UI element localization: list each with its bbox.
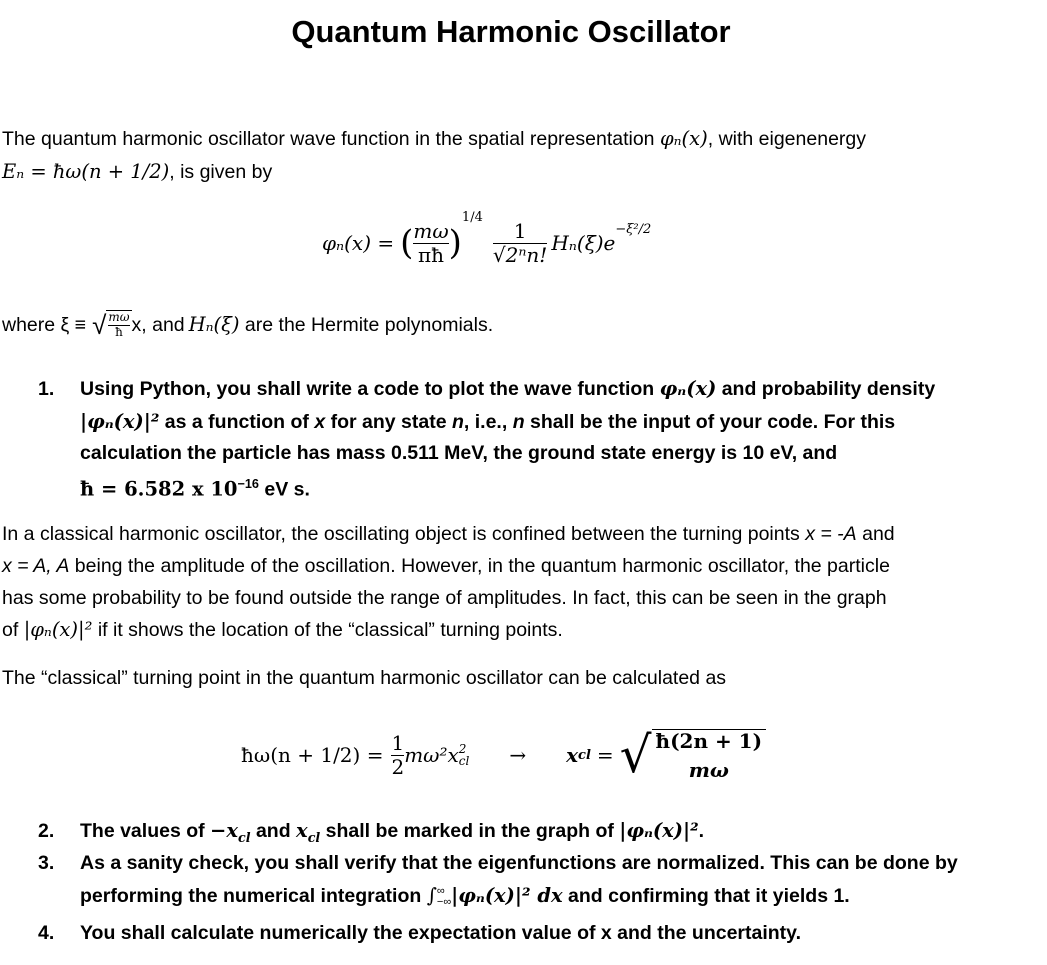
item-4-text: You shall calculate numerically the expectation value of x and the uncertainty. bbox=[80, 922, 801, 944]
eq1-num: mω bbox=[413, 218, 449, 243]
intro-line-1 bbox=[2, 123, 866, 155]
where-tail: are the Hermite polynomials. bbox=[239, 314, 494, 336]
eq1-lhs: φₙ(x) = bbox=[322, 231, 395, 255]
classical-line-2 bbox=[2, 550, 890, 582]
where-lead: where ξ ≡ bbox=[2, 314, 87, 336]
eq1-den: πħ bbox=[413, 243, 448, 267]
intro-tail: , with eigenenergy bbox=[707, 128, 867, 150]
eq2-half-den: 2 bbox=[391, 754, 405, 779]
where-frac-den: ħ bbox=[108, 325, 129, 340]
classical-line-4 bbox=[2, 614, 563, 646]
eq1-hermite: Hₙ(ξ)e bbox=[551, 231, 616, 255]
item-2-b: and bbox=[250, 820, 297, 842]
item-1-number: 1. bbox=[38, 378, 55, 400]
classical-line-3: has some probability to be found outside the range of amplitudes. In fact, this can be seen in the graph bbox=[2, 587, 887, 609]
integral-upper: ∞ bbox=[436, 884, 445, 897]
eq2-rhs: mω²x bbox=[404, 743, 459, 767]
classical-density: |φₙ(x)|² bbox=[23, 618, 93, 641]
item-2-number: 2. bbox=[38, 820, 55, 842]
item-1-line-2 bbox=[80, 406, 895, 438]
item-2-neg-xcl: −x bbox=[210, 819, 239, 842]
turning-point-intro: The “classical” turning point in the quantum harmonic oscillator can be calculated as bbox=[2, 667, 727, 689]
classical-x-pos: x = A, A bbox=[2, 555, 70, 577]
eq2-half-num: 1 bbox=[391, 730, 405, 755]
item-1-line-3: calculation the particle has mass 0.511 MeV, the ground state energy is 10 eV, and bbox=[80, 442, 838, 464]
item-1-n2: n bbox=[512, 411, 525, 433]
item-1-phi: φₙ(x) bbox=[659, 377, 717, 400]
classical-line-1 bbox=[2, 518, 895, 550]
item-2-sub2: cl bbox=[307, 829, 321, 845]
item-1-text-c: as a function of bbox=[159, 411, 315, 433]
item-1-n: n bbox=[451, 411, 464, 433]
eigenenergy-expression: Eₙ = ħω(n + 1/2) bbox=[2, 160, 170, 183]
integral-lower: −∞ bbox=[436, 895, 452, 908]
intro-tail-2: , is given by bbox=[169, 161, 273, 183]
item-3-line-2 bbox=[80, 880, 850, 912]
eq1-root: √2ⁿn! bbox=[492, 242, 548, 267]
item-1-text-b: and probability density bbox=[716, 378, 936, 400]
eq2-root-fraction bbox=[652, 729, 767, 782]
eq2-half bbox=[391, 732, 404, 779]
eq2-root-den: mω bbox=[688, 757, 729, 782]
classical-text-2: being the amplitude of the oscillation. However, in the quantum harmonic oscillator, the particle bbox=[69, 555, 890, 577]
item-1-line-4 bbox=[80, 468, 310, 506]
intro-text: The quantum harmonic oscillator wave function in the spatial representation bbox=[2, 128, 660, 150]
hermite-symbol: Hₙ(ξ) bbox=[188, 313, 240, 336]
item-1-text-e: , i.e., bbox=[463, 411, 513, 433]
item-3-a: performing the numerical integration bbox=[80, 885, 427, 907]
item-4-number: 4. bbox=[38, 922, 55, 944]
eq2-root-num: ħ(2n + 1) bbox=[655, 728, 763, 753]
eq1-one: 1 bbox=[513, 218, 527, 243]
eq2-xcl-sub: cl bbox=[578, 747, 591, 763]
item-1-text-d: for any state bbox=[325, 411, 452, 433]
eq2-lhs: ħω(n + 1/2) = bbox=[241, 743, 384, 767]
hbar-exponent: −16 bbox=[237, 477, 259, 491]
hbar-value: ħ = 6.582 x 10 bbox=[80, 477, 238, 501]
item-2-xcl: x bbox=[296, 819, 308, 842]
eq2-rhs-sup: 2 bbox=[458, 742, 467, 756]
item-1-text: Using Python, you shall write a code to plot the wave function bbox=[80, 378, 660, 400]
item-2-c: shall be marked in the graph of bbox=[320, 820, 620, 842]
eq1-prefactor-fraction bbox=[413, 220, 448, 267]
eq2-equals: = bbox=[596, 743, 614, 767]
item-3-line-1: As a sanity check, you shall verify that the eigenfunctions are normalized. This can be done by bbox=[80, 852, 958, 874]
item-2-density: |φₙ(x)|² bbox=[619, 819, 699, 842]
page-title: Quantum Harmonic Oscillator bbox=[291, 14, 731, 49]
classical-x-neg: x = -A bbox=[805, 523, 857, 545]
item-2-d: . bbox=[698, 820, 705, 842]
where-fraction bbox=[106, 310, 131, 340]
item-1-density: |φₙ(x)|² bbox=[80, 410, 160, 433]
eq1-power: 1/4 bbox=[461, 210, 483, 225]
intro-line-2 bbox=[2, 156, 272, 188]
hbar-unit: eV s. bbox=[258, 478, 310, 501]
where-x: x, and bbox=[131, 314, 185, 336]
item-1-line-1 bbox=[80, 373, 935, 405]
classical-and: and bbox=[856, 523, 895, 545]
eq1-exponent: −ξ²/2 bbox=[615, 222, 652, 237]
item-3-b: and confirming that it yields 1. bbox=[562, 885, 850, 907]
integral-sign: ∫ bbox=[426, 884, 437, 907]
classical-of: of bbox=[2, 619, 24, 641]
wavefunction-equation: φₙ(x) = ( $\frac{m\omega}{\pi ħ}$ ) 1/4 $\frac{1}{\text{√2ⁿn!}}$ Hₙ(ξ)e −ξ²/2 bbox=[322, 210, 652, 267]
eq1-norm-fraction bbox=[493, 220, 548, 267]
item-2-sub1: cl bbox=[238, 829, 251, 845]
wavefunction-symbol: φₙ(x) bbox=[659, 127, 708, 150]
item-2-a: The values of bbox=[80, 820, 211, 842]
where-line: where ξ ≡ √ $\frac{m\omega}{ħ}$ x, and Hₙ(ξ) are the Hermite polynomials. bbox=[2, 310, 494, 340]
where-frac-num: mω bbox=[108, 310, 130, 325]
eq2-xcl: x bbox=[566, 743, 579, 767]
integrand: |φₙ(x)|² dx bbox=[451, 884, 563, 907]
item-1-text-f: shall be the input of your code. For this bbox=[524, 411, 896, 433]
item-3-number: 3. bbox=[38, 852, 55, 874]
eq2-rhs-sub: cl bbox=[458, 754, 470, 768]
item-1-x: x bbox=[314, 411, 326, 433]
classical-text-4: if it shows the location of the “classical” turning points. bbox=[92, 619, 563, 641]
turning-point-equation: ħω(n + 1/2) = $\frac{1}{2}$ mω²x 2 cl → x cl = √ ħ(2n + 1) mω bbox=[241, 715, 766, 795]
eq1-root-arg: 2ⁿn! bbox=[505, 242, 548, 267]
classical-text-1: In a classical harmonic oscillator, the oscillating object is confined between the turning points bbox=[2, 523, 806, 545]
implies-arrow: → bbox=[509, 743, 527, 767]
